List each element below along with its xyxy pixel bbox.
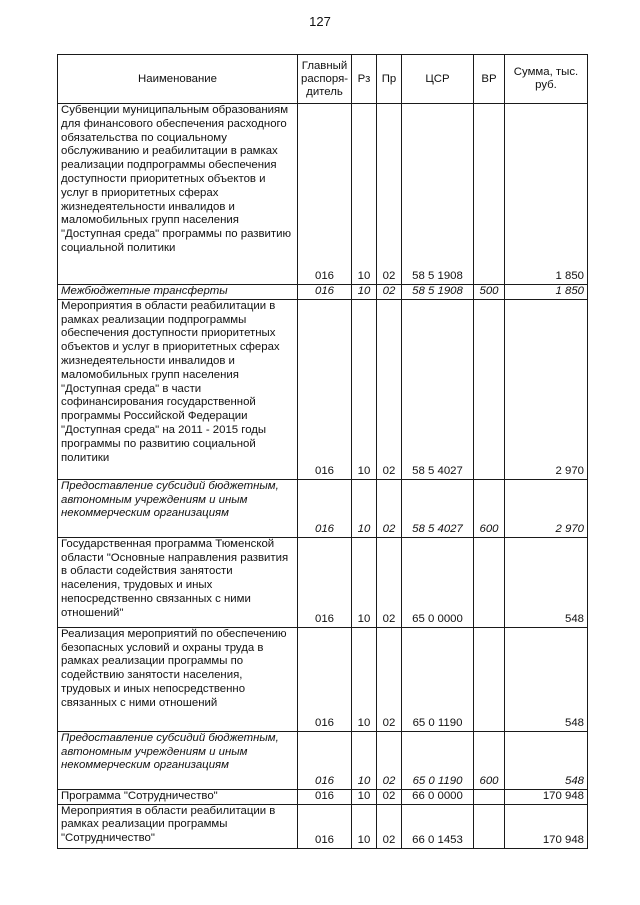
row-csr: 58 5 1908 (402, 104, 474, 285)
row-vr: 600 (474, 479, 505, 537)
row-pr: 02 (377, 627, 402, 731)
row-admin: 016 (298, 789, 352, 804)
row-admin: 016 (298, 731, 352, 789)
row-sum: 548 (505, 627, 588, 731)
row-csr: 66 0 1453 (402, 804, 474, 848)
row-vr: 600 (474, 731, 505, 789)
row-rz: 10 (352, 789, 377, 804)
row-rz: 10 (352, 627, 377, 731)
row-sum: 1 850 (505, 104, 588, 285)
col-header-name: Наименование (58, 55, 298, 104)
row-csr: 65 0 1190 (402, 731, 474, 789)
row-name: Межбюджетные трансферты (58, 285, 298, 300)
col-header-admin: Главный распоря-дитель (298, 55, 352, 104)
col-header-vr: ВР (474, 55, 505, 104)
row-name: Программа "Сотрудничество" (58, 789, 298, 804)
row-rz: 10 (352, 104, 377, 285)
row-csr: 58 5 1908 (402, 285, 474, 300)
table-row (58, 537, 588, 627)
row-name: Государственная программа Тюменской области "Основные направления развития в области содействия занятости населения, трудовых и иных непосредственно связанных с ними отношений" (58, 537, 298, 627)
table-row (58, 789, 588, 804)
row-pr: 02 (377, 299, 402, 479)
row-sum: 170 948 (505, 789, 588, 804)
page-number: 127 (309, 14, 331, 29)
row-name-text: Реализация мероприятий по обеспечению безопасных условий и охраны труда в рамках реализации программы по содействию занятости населения, трудовых и иных непосредственно связанных с ними отношений (61, 627, 287, 709)
budget-table (57, 54, 588, 849)
table-row (58, 627, 588, 731)
row-pr: 02 (377, 285, 402, 300)
row-pr: 02 (377, 731, 402, 789)
row-name (58, 627, 298, 731)
row-vr (474, 627, 505, 731)
row-pr: 02 (377, 104, 402, 285)
row-rz: 10 (352, 479, 377, 537)
row-vr (474, 104, 505, 285)
row-rz: 10 (352, 731, 377, 789)
row-sum: 1 850 (505, 285, 588, 300)
col-header-rz: Рз (352, 55, 377, 104)
row-admin: 016 (298, 299, 352, 479)
table-row (58, 104, 588, 285)
row-sum: 548 (505, 731, 588, 789)
row-vr (474, 789, 505, 804)
table-header-row (58, 55, 588, 104)
row-rz: 10 (352, 299, 377, 479)
row-sum: 2 970 (505, 479, 588, 537)
row-sum: 548 (505, 537, 588, 627)
table-row (58, 285, 588, 300)
row-name: Предоставление субсидий бюджетным, автономным учреждениям и иным некоммерческим организациям (58, 479, 298, 537)
row-admin: 016 (298, 104, 352, 285)
row-csr: 65 0 0000 (402, 537, 474, 627)
row-name (58, 104, 298, 285)
row-rz: 10 (352, 804, 377, 848)
row-rz: 10 (352, 537, 377, 627)
row-pr: 02 (377, 479, 402, 537)
col-header-pr: Пр (377, 55, 402, 104)
row-name: Мероприятия в области реабилитации в рамках реализации программы "Сотрудничество" (58, 804, 298, 848)
row-vr (474, 537, 505, 627)
row-pr: 02 (377, 537, 402, 627)
row-name-text: Субвенции муниципальным образованиям для финансового обеспечения расходного обязательства по социальному обслуживанию и реабилитации в рамках реализации подпрограммы обеспечения доступности приоритетных объектов и услуг в приоритетных сферах жизнедеятельности инвалидов и маломобильных групп населения "Доступная среда" программы по развитию социальной политики (61, 104, 292, 254)
row-admin: 016 (298, 285, 352, 300)
row-csr: 58 5 4027 (402, 479, 474, 537)
row-csr: 58 5 4027 (402, 299, 474, 479)
row-name-text: Мероприятия в области реабилитации в рамках реализации подпрограммы обеспечения доступности приоритетных объектов и услуг в приоритетных сферах жизнедеятельности инвалидов и маломобильных групп населения "Доступная среда" в части софинансирования государственной программы Российской Федерации "Доступная среда" на 2011 - 2015 годы программы по развитию социальной политики (61, 299, 280, 464)
row-admin: 016 (298, 479, 352, 537)
row-name (58, 299, 298, 479)
row-admin: 016 (298, 627, 352, 731)
row-name: Предоставление субсидий бюджетным, автономным учреждениям и иным некоммерческим организациям (58, 731, 298, 789)
row-admin: 016 (298, 804, 352, 848)
col-header-csr: ЦСР (402, 55, 474, 104)
row-csr: 65 0 1190 (402, 627, 474, 731)
col-header-sum: Сумма, тыс. руб. (505, 55, 588, 104)
row-vr (474, 299, 505, 479)
table-row (58, 731, 588, 789)
row-csr: 66 0 0000 (402, 789, 474, 804)
row-pr: 02 (377, 789, 402, 804)
row-vr (474, 804, 505, 848)
table-row (58, 299, 588, 479)
row-admin: 016 (298, 537, 352, 627)
row-rz: 10 (352, 285, 377, 300)
row-pr: 02 (377, 804, 402, 848)
row-sum: 170 948 (505, 804, 588, 848)
row-vr: 500 (474, 285, 505, 300)
table-row (58, 804, 588, 848)
table-row (58, 479, 588, 537)
row-sum: 2 970 (505, 299, 588, 479)
